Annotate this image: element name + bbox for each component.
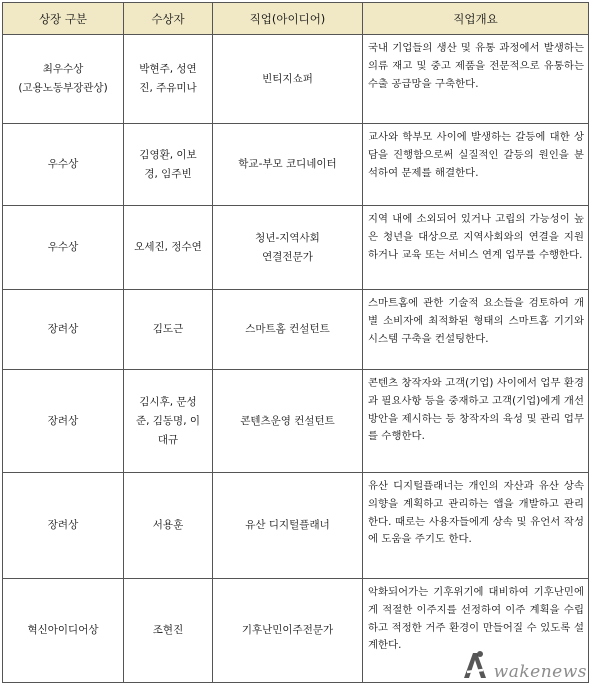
summary-cell: 스마트홈에 관한 기술적 요소들을 검토하여 개별 소비자에 최적화된 형태의 스마트홈 기기와 시스템 구축을 컨설팅한다. <box>363 290 589 370</box>
summary-cell: 유산 디지털플래너는 개인의 자산과 유산 상속의향을 계획하고 관리하는 앱을 개발하고 관리한다. 때로는 사용자들에게 상속 및 유언서 작성에 도움을 주기도 한다. <box>363 473 589 579</box>
winner-cell <box>124 370 213 473</box>
job-text: 유산 디지털플래너 <box>245 519 330 531</box>
winner-text: 서용훈 <box>152 519 184 531</box>
award-table <box>2 2 589 683</box>
table-row <box>3 124 589 206</box>
header-winner: 수상자 <box>124 3 213 35</box>
award-text: 우수상 <box>47 158 79 170</box>
winner-text: 오세진, 정수연 <box>134 241 202 253</box>
award-text: 혁신아이디어상 <box>27 624 99 636</box>
job-text: 빈티지쇼퍼 <box>262 72 313 85</box>
table-row <box>3 206 589 290</box>
job-cell <box>213 290 363 370</box>
job-text: 기후난민이주전문가 <box>241 624 334 636</box>
award-cell <box>3 290 124 370</box>
table-row <box>3 35 589 124</box>
award-cell <box>3 206 124 290</box>
watermark-text: wakenews <box>493 662 587 682</box>
winner-text: 김도근 <box>152 323 184 335</box>
summary-cell: 교사와 학부모 사이에 발생하는 갈등에 대한 상담을 진행함으로써 실질적인 갈등의 원인을 분석하여 문제를 해결한다. <box>363 124 589 206</box>
header-summary: 직업개요 <box>363 3 589 35</box>
award-cell <box>3 473 124 579</box>
job-cell <box>213 370 363 473</box>
winner-cell <box>124 206 213 290</box>
award-text: 최우수상 (고용노동부장관상) <box>18 63 108 94</box>
job-text: 콘텐츠운영 컨설턴트 <box>240 414 335 427</box>
job-text: 스마트홈 컨설턴트 <box>245 323 330 335</box>
winner-cell <box>124 124 213 206</box>
summary-cell: 콘텐츠 창작자와 고객(기업) 사이에서 업무 환경과 필요사항 등을 중재하고 고객(기업)에게 개선방안을 제시하는 등 창작자의 육성 및 관리 업무를 수행한다. <box>363 370 589 473</box>
job-cell <box>213 35 363 124</box>
winner-cell <box>124 473 213 579</box>
award-text: 장려상 <box>47 519 79 531</box>
header-job-idea: 직업(아이디어) <box>213 3 363 35</box>
award-text: 장려상 <box>47 323 79 335</box>
header-award: 상장 구분 <box>3 3 124 35</box>
summary-cell: 악화되어가는 기후위기에 대비하여 기후난민에게 적절한 이주지를 선정하여 이주 계획을 수립하고 적정한 거주 환경이 만들어질 수 있도록 설계한다. <box>363 579 589 683</box>
winner-cell <box>124 35 213 124</box>
job-cell <box>213 206 363 290</box>
job-cell <box>213 473 363 579</box>
job-text: 학교-부모 코디네이터 <box>238 158 337 170</box>
winner-cell <box>124 579 213 683</box>
table-row <box>3 579 589 683</box>
winner-cell <box>124 290 213 370</box>
winner-text: 조현진 <box>152 624 184 636</box>
award-text: 우수상 <box>47 241 79 253</box>
summary-cell: 지역 내에 소외되어 있거나 고립의 가능성이 높은 청년을 대상으로 지역사회와의 연결을 지원하거나 교육 또는 서비스 연계 업무를 수행한다. <box>363 206 589 290</box>
winner-text: 박현주, 성연 진, 주유미나 <box>139 63 197 94</box>
award-cell <box>3 579 124 683</box>
winner-text: 김시후, 문성 준, 김동명, 이 대규 <box>135 395 201 446</box>
summary-cell: 국내 기업들의 생산 및 유통 과정에서 발생하는 의류 재고 및 중고 제품을 전문적으로 유통하는 수출 공급망을 구축한다. <box>363 35 589 124</box>
job-cell <box>213 579 363 683</box>
award-text: 장려상 <box>47 414 79 427</box>
job-text: 청년-지역사회 연결전문가 <box>255 231 320 263</box>
award-cell <box>3 35 124 124</box>
table-header-row <box>3 3 589 35</box>
winner-text: 김영환, 이보 경, 임주빈 <box>139 148 197 180</box>
table-row <box>3 290 589 370</box>
award-cell <box>3 370 124 473</box>
table-row <box>3 473 589 579</box>
table-row <box>3 370 589 473</box>
job-cell <box>213 124 363 206</box>
award-cell <box>3 124 124 206</box>
